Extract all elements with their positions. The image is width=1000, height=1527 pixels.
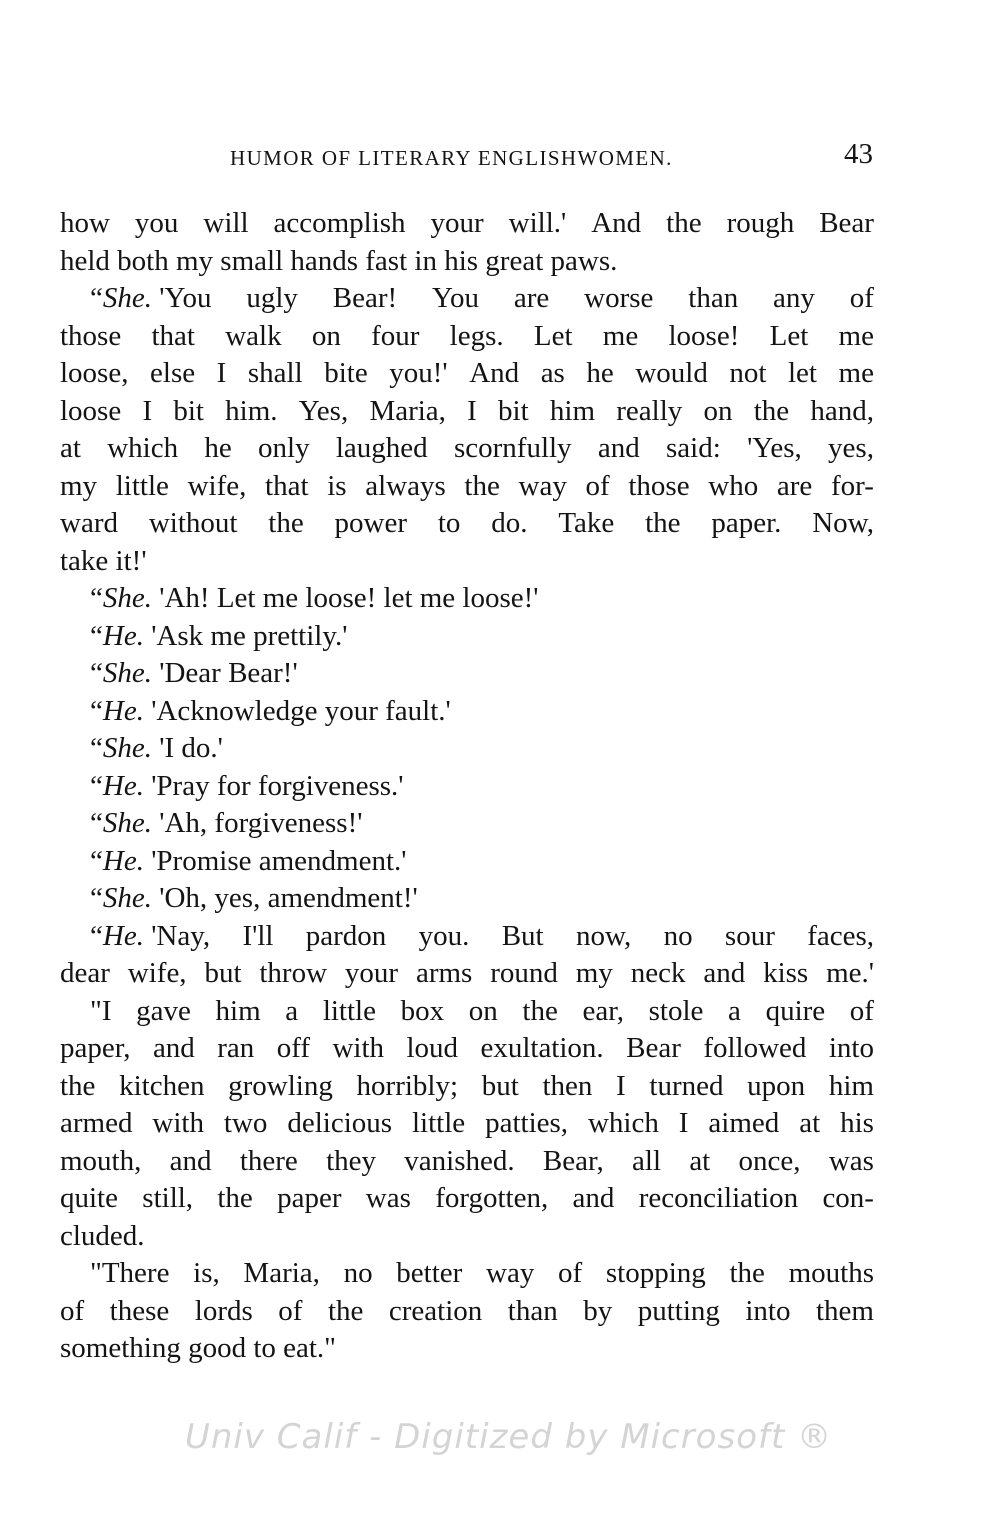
text-line: paper, and ran off with loud exultation. Bear followed into <box>60 1032 874 1064</box>
text-line: “She. 'I do.' <box>90 732 223 764</box>
text-line: quite still, the paper was forgotten, and reconciliation con- <box>60 1182 874 1214</box>
running-head-title: HUMOR OF LITERARY ENGLISHWOMEN. <box>230 146 673 170</box>
text-line: "There is, Maria, no better way of stopping the mouths <box>90 1257 874 1289</box>
text-line: “She. 'You ugly Bear! You are worse than any of <box>90 282 874 314</box>
text-line: “She. 'Dear Bear!' <box>90 657 298 689</box>
text-line: dear wife, but throw your arms round my neck and kiss me.' <box>60 957 874 989</box>
body-text <box>60 205 874 1368</box>
text-line: “He. 'Acknowledge your fault.' <box>90 694 451 727</box>
text-line: how you will accomplish your will.' And the rough Bear <box>60 207 874 239</box>
text-line: “She. 'Ah, forgiveness!' <box>90 807 363 839</box>
page-number: 43 <box>844 138 873 170</box>
text-line: "I gave him a little box on the ear, stole a quire of <box>90 994 874 1027</box>
text-line: “He. 'Nay, I'll pardon you. But now, no sour faces, <box>90 919 874 952</box>
text-line: the kitchen growling horribly; but then I turned upon him <box>60 1069 874 1102</box>
text-line: ward without the power to do. Take the paper. Now, <box>60 507 874 539</box>
text-line: loose I bit him. Yes, Maria, I bit him really on the hand, <box>60 394 874 427</box>
text-line: at which he only laughed scornfully and said: 'Yes, yes, <box>60 432 874 464</box>
digitization-watermark: Univ Calif - Digitized by Microsoft ® <box>185 1417 833 1457</box>
text-line: something good to eat." <box>60 1332 337 1364</box>
text-line: “She. 'Ah! Let me loose! let me loose!' <box>90 582 539 614</box>
text-line: take it!' <box>60 544 147 577</box>
text-line: “She. 'Oh, yes, amendment!' <box>90 882 418 914</box>
text-line: mouth, and there they vanished. Bear, all at once, was <box>60 1144 874 1177</box>
text-line: “He. 'Promise amendment.' <box>90 844 407 877</box>
text-line: my little wife, that is always the way of those who are for- <box>60 469 874 502</box>
text-line: of these lords of the creation than by putting into them <box>60 1294 874 1327</box>
text-line: loose, else I shall bite you!' And as he would not let me <box>60 357 874 389</box>
text-line: cluded. <box>60 1219 145 1252</box>
text-line: armed with two delicious little patties, which I aimed at his <box>60 1107 874 1139</box>
text-line: those that walk on four legs. Let me loose! Let me <box>60 319 874 352</box>
text-line: “He. 'Ask me prettily.' <box>90 619 348 652</box>
text-line: “He. 'Pray for forgiveness.' <box>90 769 404 802</box>
running-head <box>60 138 875 178</box>
text-line: held both my small hands fast in his great paws. <box>60 244 618 277</box>
